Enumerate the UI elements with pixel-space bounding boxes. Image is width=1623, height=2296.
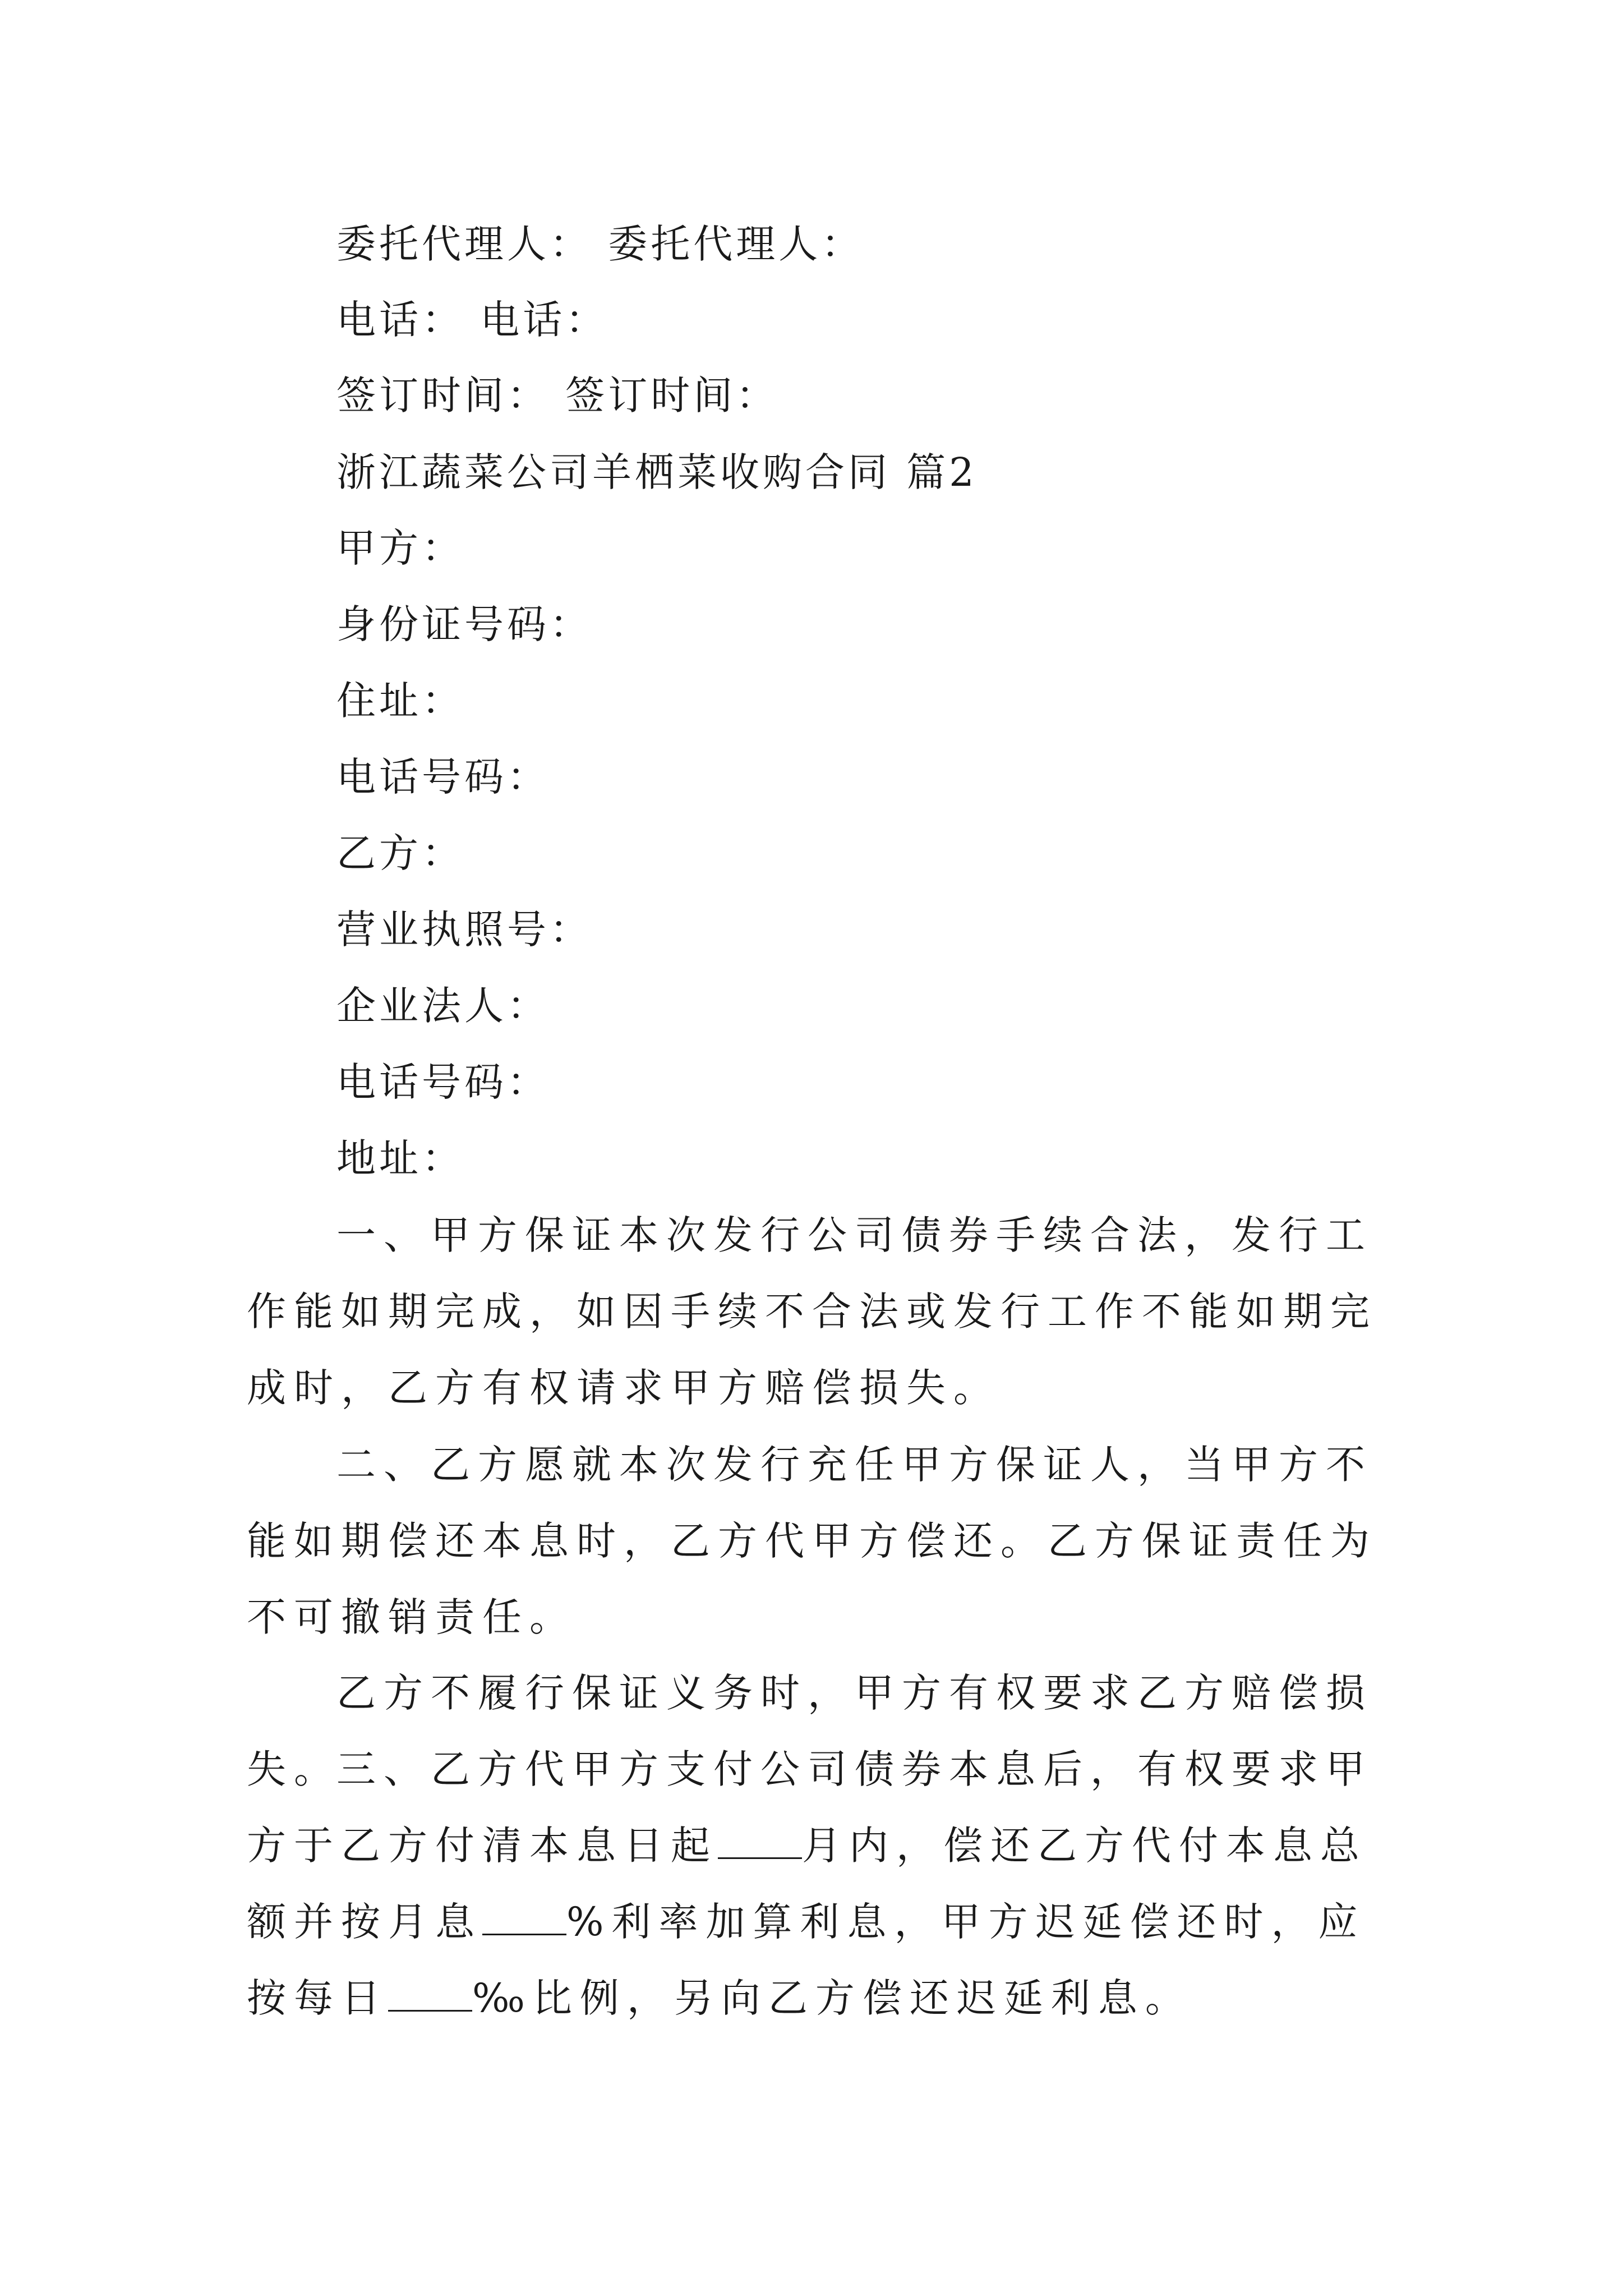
phone-a-line: 电话号码： (336, 754, 550, 800)
sign-date-line: 签订时间： 签订时间： (336, 372, 779, 418)
address-a-line: 住址： (336, 678, 464, 724)
clause-2-breach: 乙方不履行保证义务时，甲方有权要求乙方赔偿损失。 (247, 1670, 1373, 1792)
clause-3-text-3: %利率加算利息，甲方迟延偿还时，应按每日 (247, 1899, 1366, 2021)
id-number-line: 身份证号码： (336, 601, 592, 647)
license-line: 营业执照号： (336, 907, 592, 953)
clause-3-text-4: ‰比例，另向乙方偿还迟延利息。 (472, 1975, 1192, 2021)
legal-person-line: 企业法人： (336, 983, 550, 1029)
agent-line: 委托代理人： 委托代理人： (336, 221, 864, 267)
clause-3 (247, 1731, 1380, 2036)
phone-line: 电话： 电话： (336, 297, 608, 343)
months-blank (718, 1824, 802, 1859)
daily-rate-blank (388, 1976, 472, 2012)
interest-rate-blank (482, 1900, 566, 1935)
clause-3-text-2: 月内，偿还乙方代付本息总额并按月息 (247, 1823, 1367, 1945)
phone-b-line: 电话号码： (336, 1059, 550, 1105)
clause-3-text-1: 三、乙方代甲方支付公司债券本息后，有权要求甲方于乙方付清本息日起 (247, 1746, 1373, 1869)
section-title: 浙江蔬菜公司羊栖菜收购合同 篇2 (336, 449, 978, 495)
address-b-line: 地址： (336, 1135, 464, 1181)
clause-1: 一、甲方保证本次发行公司债券手续合法，发行工作能如期完成，如因手续不合法或发行工作不能如期完成时，乙方有权请求甲方赔偿损失。 (247, 1212, 1377, 1411)
party-b-line: 乙方： (336, 830, 464, 876)
clause-2: 二、乙方愿就本次发行充任甲方保证人，当甲方不能如期偿还本息时，乙方代甲方偿还。乙方保证责任为不可撤销责任。 (247, 1442, 1377, 1640)
party-a-line: 甲方： (336, 525, 464, 571)
